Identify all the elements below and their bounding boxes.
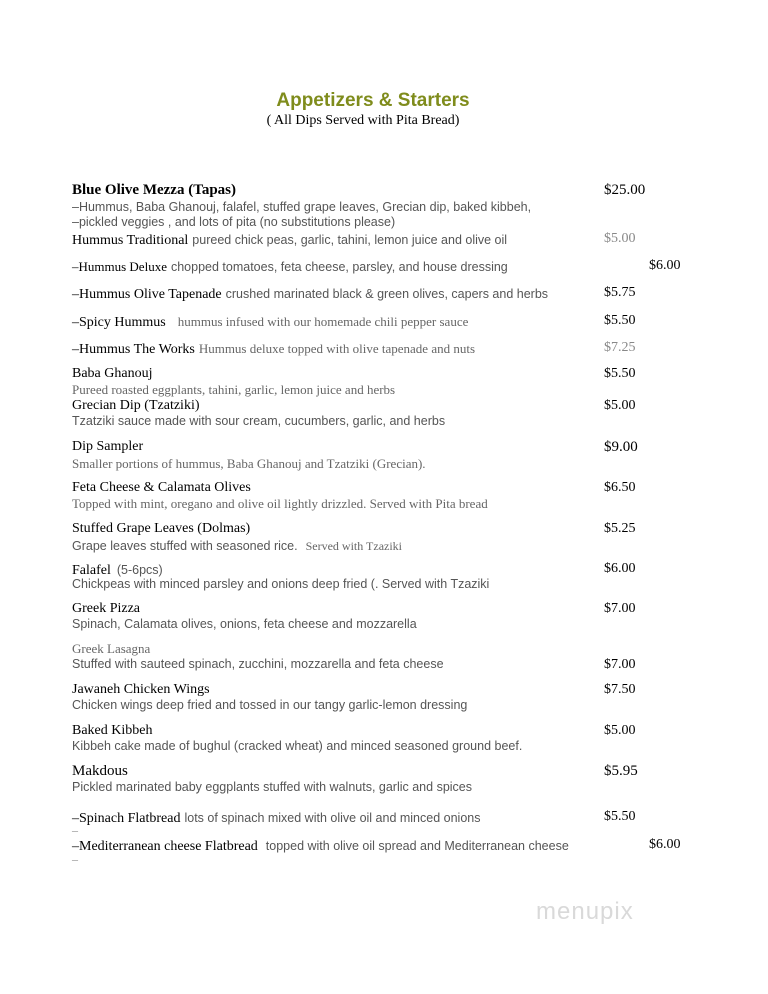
item-name: Grecian Dip (Tzatziki) <box>72 398 200 413</box>
item-name: Baked Kibbeh <box>72 723 153 738</box>
item-description: Grape leaves stuffed with seasoned rice. <box>72 539 298 553</box>
item-price: $5.50 <box>604 313 636 328</box>
item-price: $25.00 <box>604 182 646 198</box>
menu-item <box>72 285 548 303</box>
item-description: topped with olive oil spread and Mediterranean cheese <box>265 839 569 853</box>
item-description: pureed chick peas, garlic, tahini, lemon juice and olive oil <box>192 233 508 247</box>
page-title: Appetizers & Starters <box>276 90 470 111</box>
item-description: –pickled veggies , and lots of pita (no substitutions please) <box>72 215 396 229</box>
item-description: Smaller portions of hummus, Baba Ghanouj and Tzatziki (Grecian). <box>72 456 426 471</box>
item-price: $5.00 <box>604 398 636 413</box>
item-description-extra: Served with Tzaziki <box>305 539 403 553</box>
item-name: –Hummus The Works <box>72 342 195 357</box>
menu-item <box>72 837 569 855</box>
item-description: chopped tomatoes, feta cheese, parsley, and house dressing <box>170 260 508 274</box>
item-name: Baba Ghanouj <box>72 366 153 381</box>
item-price: $6.00 <box>649 258 681 273</box>
item-description: Chicken wings deep fried and tossed in our tangy garlic-lemon dressing <box>72 698 468 712</box>
item-price: $6.00 <box>649 837 681 852</box>
item-description: lots of spinach mixed with olive oil and minced onions <box>184 811 481 825</box>
item-name: –Hummus Deluxe <box>72 259 167 274</box>
menu-item <box>72 809 480 827</box>
item-name: Feta Cheese & Calamata Olives <box>72 480 251 495</box>
item-description: Tzatziki sauce made with sour cream, cucumbers, garlic, and herbs <box>72 414 446 428</box>
menu-item <box>72 340 475 358</box>
item-price: $5.50 <box>604 809 636 824</box>
item-price: $5.00 <box>604 723 636 738</box>
item-name: Greek Lasagna <box>72 641 151 656</box>
item-price: $7.00 <box>604 601 636 616</box>
item-description: Topped with mint, oregano and olive oil lightly drizzled. Served with Pita bread <box>72 496 488 511</box>
item-price: $5.75 <box>604 285 636 300</box>
item-name: Hummus Traditional <box>72 233 189 248</box>
item-description: crushed marinated black & green olives, capers and herbs <box>225 287 549 301</box>
dash-mark: – <box>72 823 78 837</box>
dash-mark: – <box>72 852 78 866</box>
item-name: Greek Pizza <box>72 601 141 616</box>
item-description: –Hummus, Baba Ghanouj, falafel, stuffed grape leaves, Grecian dip, baked kibbeh, <box>72 200 532 214</box>
item-description: Stuffed with sauteed spinach, zucchini, mozzarella and feta cheese <box>72 657 444 671</box>
menu-item <box>72 313 468 331</box>
item-name: Dip Sampler <box>72 439 144 454</box>
item-name: –Spinach Flatbread <box>72 811 181 826</box>
item-description: Pureed roasted eggplants, tahini, garlic, lemon juice and herbs <box>72 382 396 397</box>
item-name: Jawaneh Chicken Wings <box>72 682 210 697</box>
item-price: $7.50 <box>604 682 636 697</box>
menu-item <box>72 231 507 249</box>
item-name: Makdous <box>72 763 128 779</box>
item-name: –Hummus Olive Tapenade <box>72 287 222 302</box>
item-price: $6.00 <box>604 561 636 576</box>
item-name: Falafel <box>72 563 111 578</box>
watermark: menupix <box>536 898 634 925</box>
menu-item <box>72 537 402 555</box>
item-name: –Spicy Hummus <box>72 315 166 330</box>
item-price: $7.25 <box>604 340 636 355</box>
item-price: $5.95 <box>604 763 638 779</box>
item-price: $9.00 <box>604 439 638 455</box>
item-description: hummus infused with our homemade chili pepper sauce <box>177 314 469 329</box>
menu-item <box>72 258 508 276</box>
item-price: $6.50 <box>604 480 636 495</box>
item-name: Blue Olive Mezza (Tapas) <box>72 182 237 198</box>
item-price: $5.00 <box>604 231 636 246</box>
item-description: Chickpeas with minced parsley and onions deep fried (. Served with Tzaziki <box>72 577 490 591</box>
item-name: Stuffed Grape Leaves (Dolmas) <box>72 521 251 536</box>
item-name: –Mediterranean cheese Flatbread <box>72 839 258 854</box>
item-price: $5.25 <box>604 521 636 536</box>
item-description: Hummus deluxe topped with olive tapenade and nuts <box>198 341 476 356</box>
item-price: $5.50 <box>604 366 636 381</box>
page-subtitle: ( All Dips Served with Pita Bread) <box>266 113 460 128</box>
item-price: $7.00 <box>604 657 636 672</box>
item-description: Spinach, Calamata olives, onions, feta cheese and mozzarella <box>72 617 417 631</box>
item-description: Pickled marinated baby eggplants stuffed with walnuts, garlic and spices <box>72 780 472 794</box>
item-name-extra: (5-6pcs) <box>116 563 163 577</box>
item-description: Kibbeh cake made of bughul (cracked wheat) and minced seasoned ground beef. <box>72 739 523 753</box>
